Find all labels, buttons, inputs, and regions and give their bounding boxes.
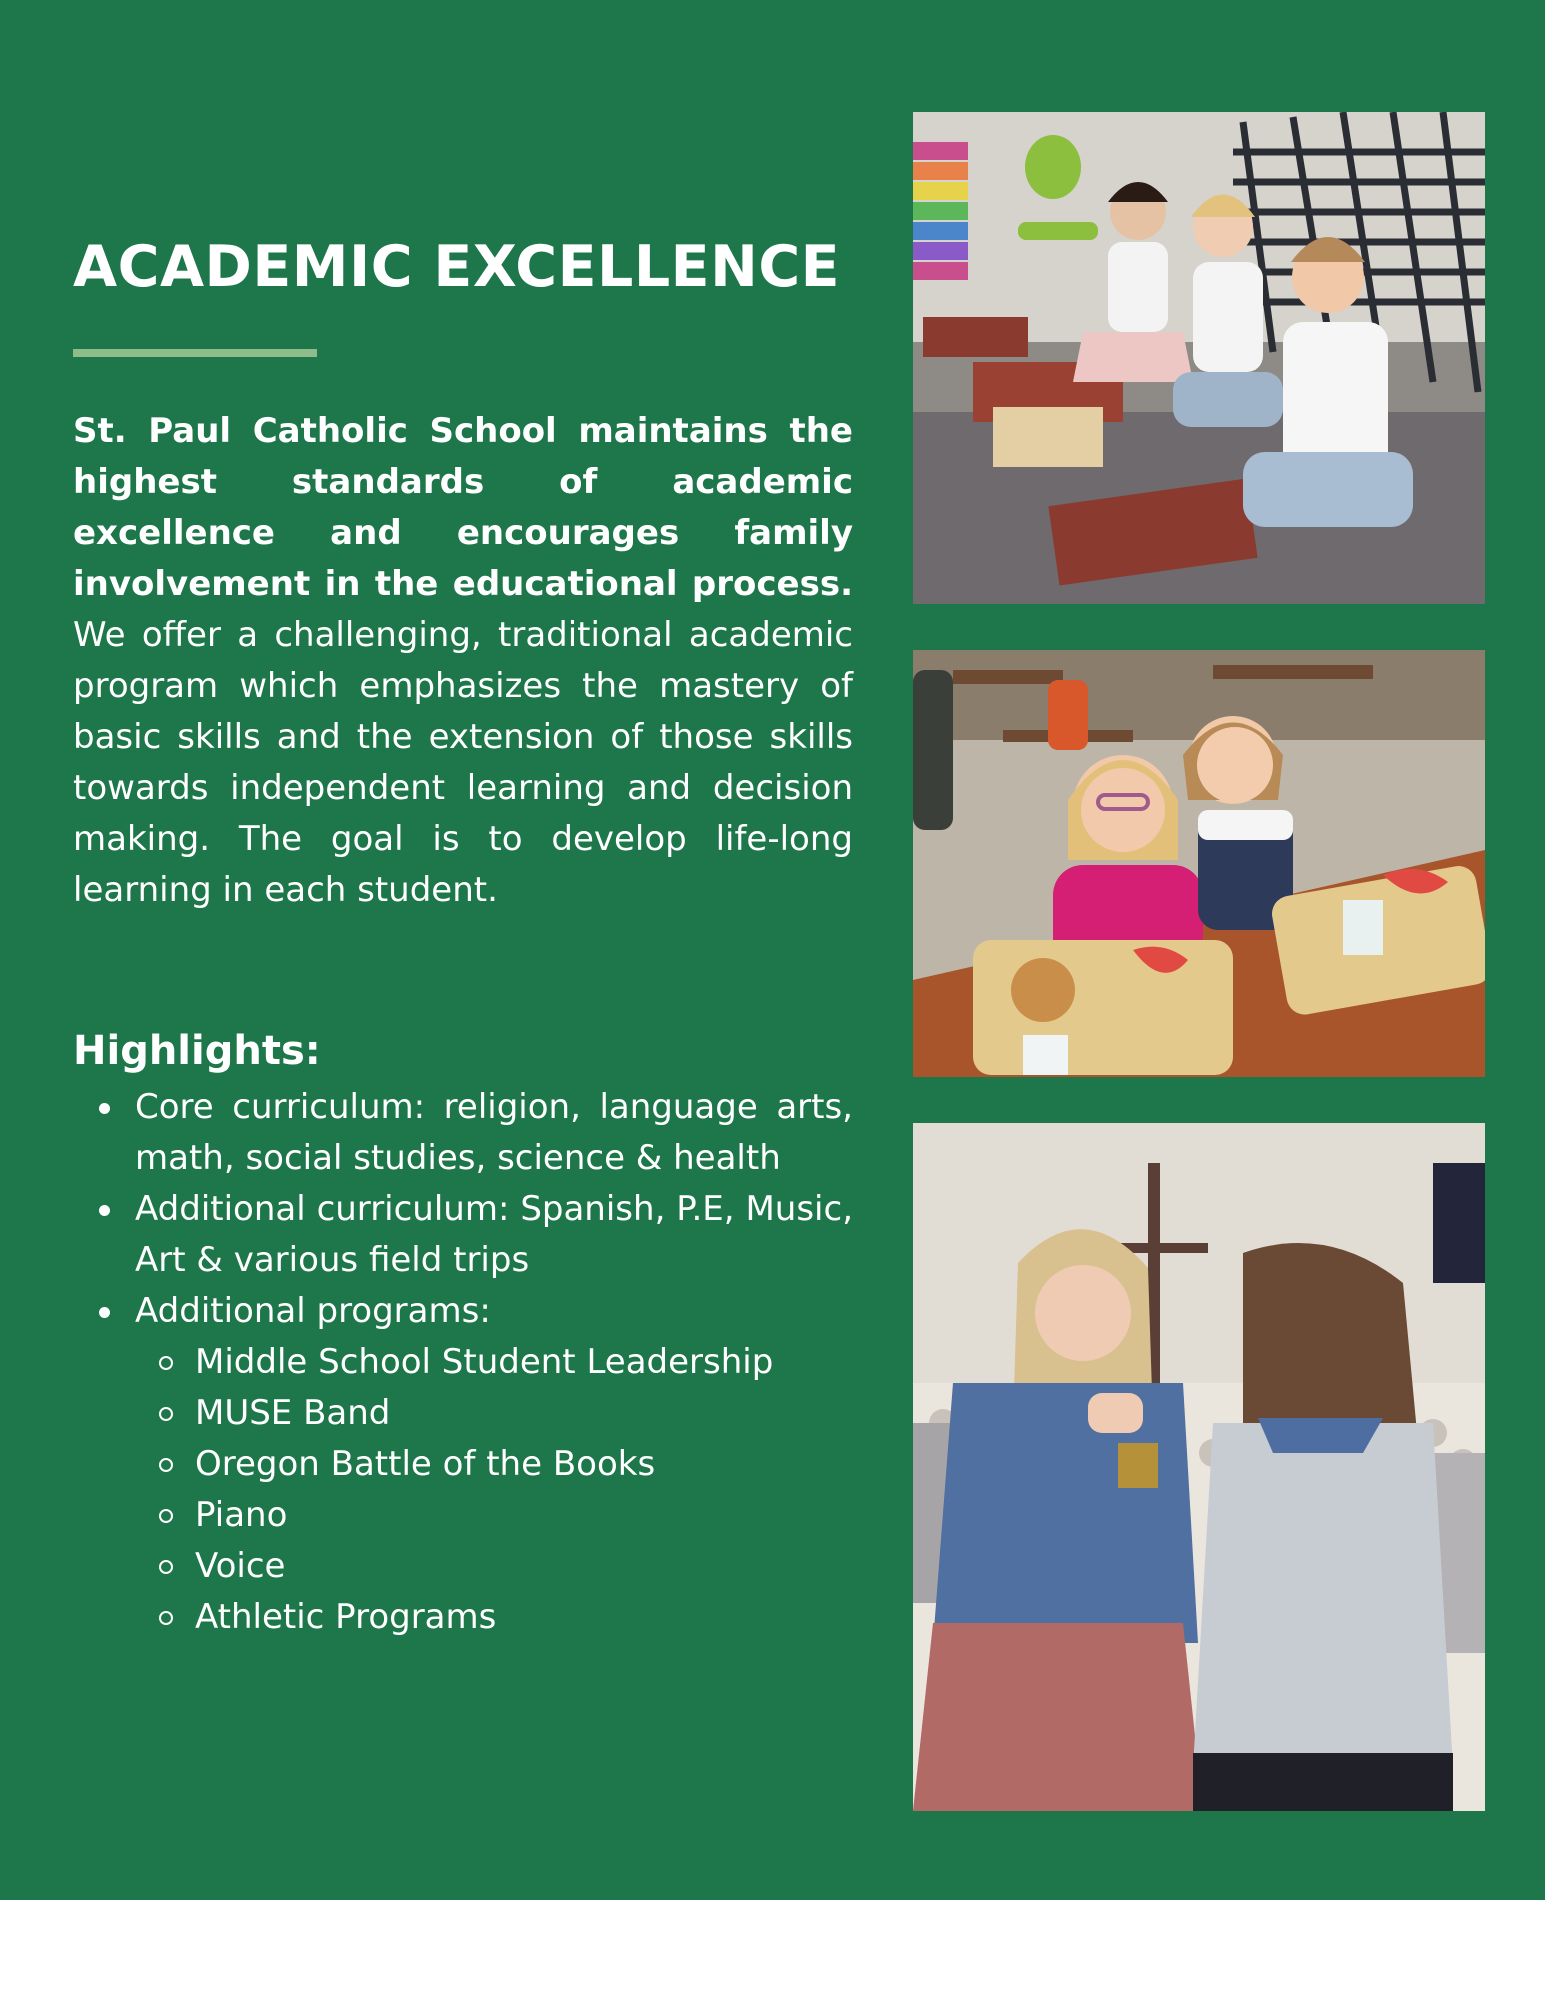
list-item: Core curriculum: religion, language arts, math, social studies, science & health — [73, 1082, 853, 1184]
highlights-heading: Highlights: — [73, 1028, 321, 1074]
communion-photo — [913, 1123, 1485, 1811]
list-item: MUSE Band — [135, 1388, 853, 1439]
intro-paragraph — [73, 406, 853, 916]
title-divider — [73, 349, 317, 357]
list-item: Additional curriculum: Spanish, P.E, Music, Art & various field trips — [73, 1184, 853, 1286]
students-with-xylophones-photo — [913, 112, 1485, 604]
highlights-list — [73, 1082, 853, 1643]
intro-body-text: We offer a challenging, traditional academic program which emphasizes the mastery of basic skills and the extension of those skills towards independent learning and decision making. The goal is to develop life-long learning in each student. — [73, 615, 853, 910]
intro-bold-text: St. Paul Catholic School maintains the highest standards of academic excellence and encourages family involvement in the educational process. — [73, 411, 853, 604]
additional-programs-list — [135, 1337, 853, 1643]
list-item-label: Additional programs: — [135, 1291, 491, 1331]
list-item: Middle School Student Leadership — [135, 1337, 853, 1388]
list-item — [73, 1286, 853, 1643]
list-item: Piano — [135, 1490, 853, 1541]
students-at-lunch-photo — [913, 650, 1485, 1077]
list-item: Oregon Battle of the Books — [135, 1439, 853, 1490]
page-title: ACADEMIC EXCELLENCE — [73, 234, 841, 300]
list-item: Athletic Programs — [135, 1592, 853, 1643]
list-item: Voice — [135, 1541, 853, 1592]
page-footer-margin — [0, 1900, 1545, 2000]
